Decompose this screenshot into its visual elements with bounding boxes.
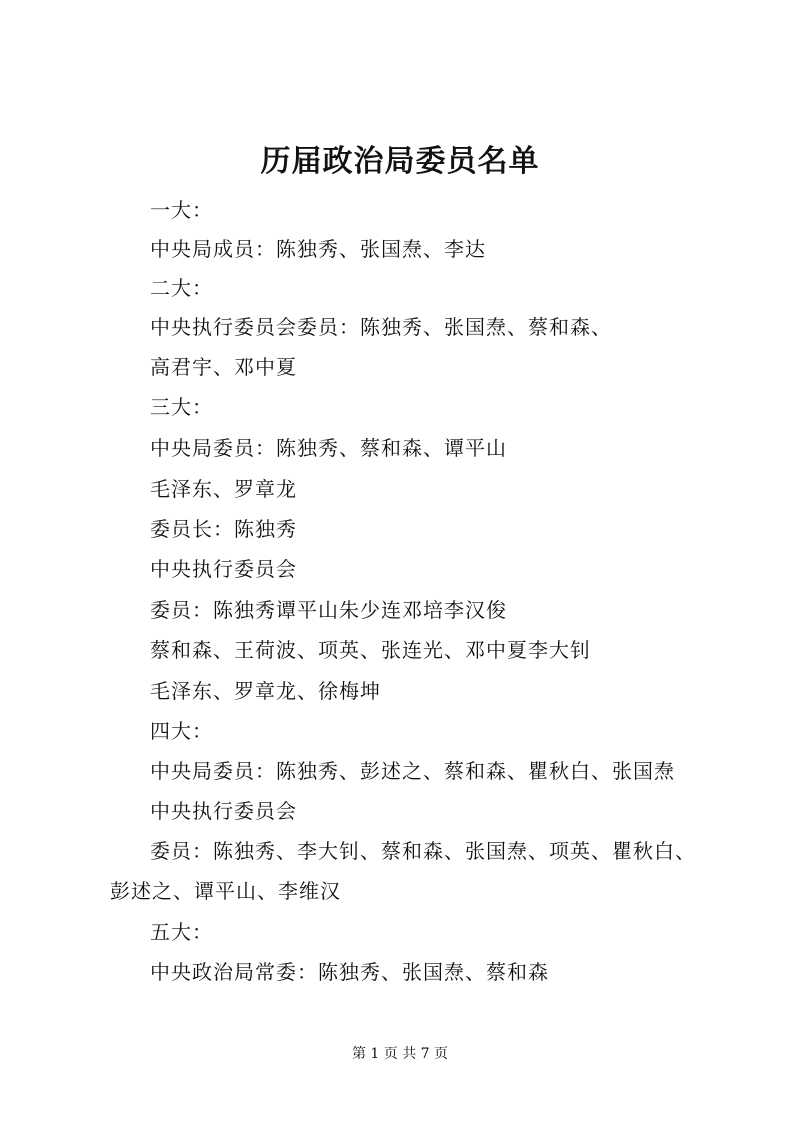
text-line: 委员：陈独秀谭平山朱少连邓培李汉俊 [150,598,507,622]
section-heading-4: 四大： [150,719,213,743]
document-title: 历届政治局委员名单 [260,144,540,179]
text-line: 中央执行委员会委员：陈独秀、张国焘、蔡和森、 [150,315,612,339]
text-line: 毛泽东、罗章龙、徐梅坤 [150,679,381,703]
text-line: 中央局委员：陈独秀、蔡和森、谭平山 [150,436,507,460]
text-line: 高君宇、邓中夏 [150,355,297,379]
section-heading-1: 一大： [150,198,213,222]
text-line: 委员长：陈独秀 [150,517,297,541]
text-line: 中央局成员：陈独秀、张国焘、李达 [150,237,486,261]
text-line: 彭述之、谭平山、李维汉 [110,879,341,903]
text-line: 中央局委员：陈独秀、彭述之、蔡和森、瞿秋白、张国焘 [150,759,675,783]
section-heading-2: 二大： [150,276,213,300]
text-line: 蔡和森、王荷波、项英、张连光、邓中夏李大钊 [150,638,591,662]
text-line: 委员：陈独秀、李大钊、蔡和森、张国焘、项英、瞿秋白、 [150,839,696,863]
text-line: 中央执行委员会 [150,557,297,581]
text-line: 中央执行委员会 [150,799,297,823]
page-footer: 第 1 页 共 7 页 [351,1046,449,1062]
text-line: 中央政治局常委：陈独秀、张国焘、蔡和森 [150,960,549,984]
section-heading-5: 五大： [150,920,213,944]
text-line: 毛泽东、罗章龙 [150,477,297,501]
section-heading-3: 三大： [150,395,213,419]
